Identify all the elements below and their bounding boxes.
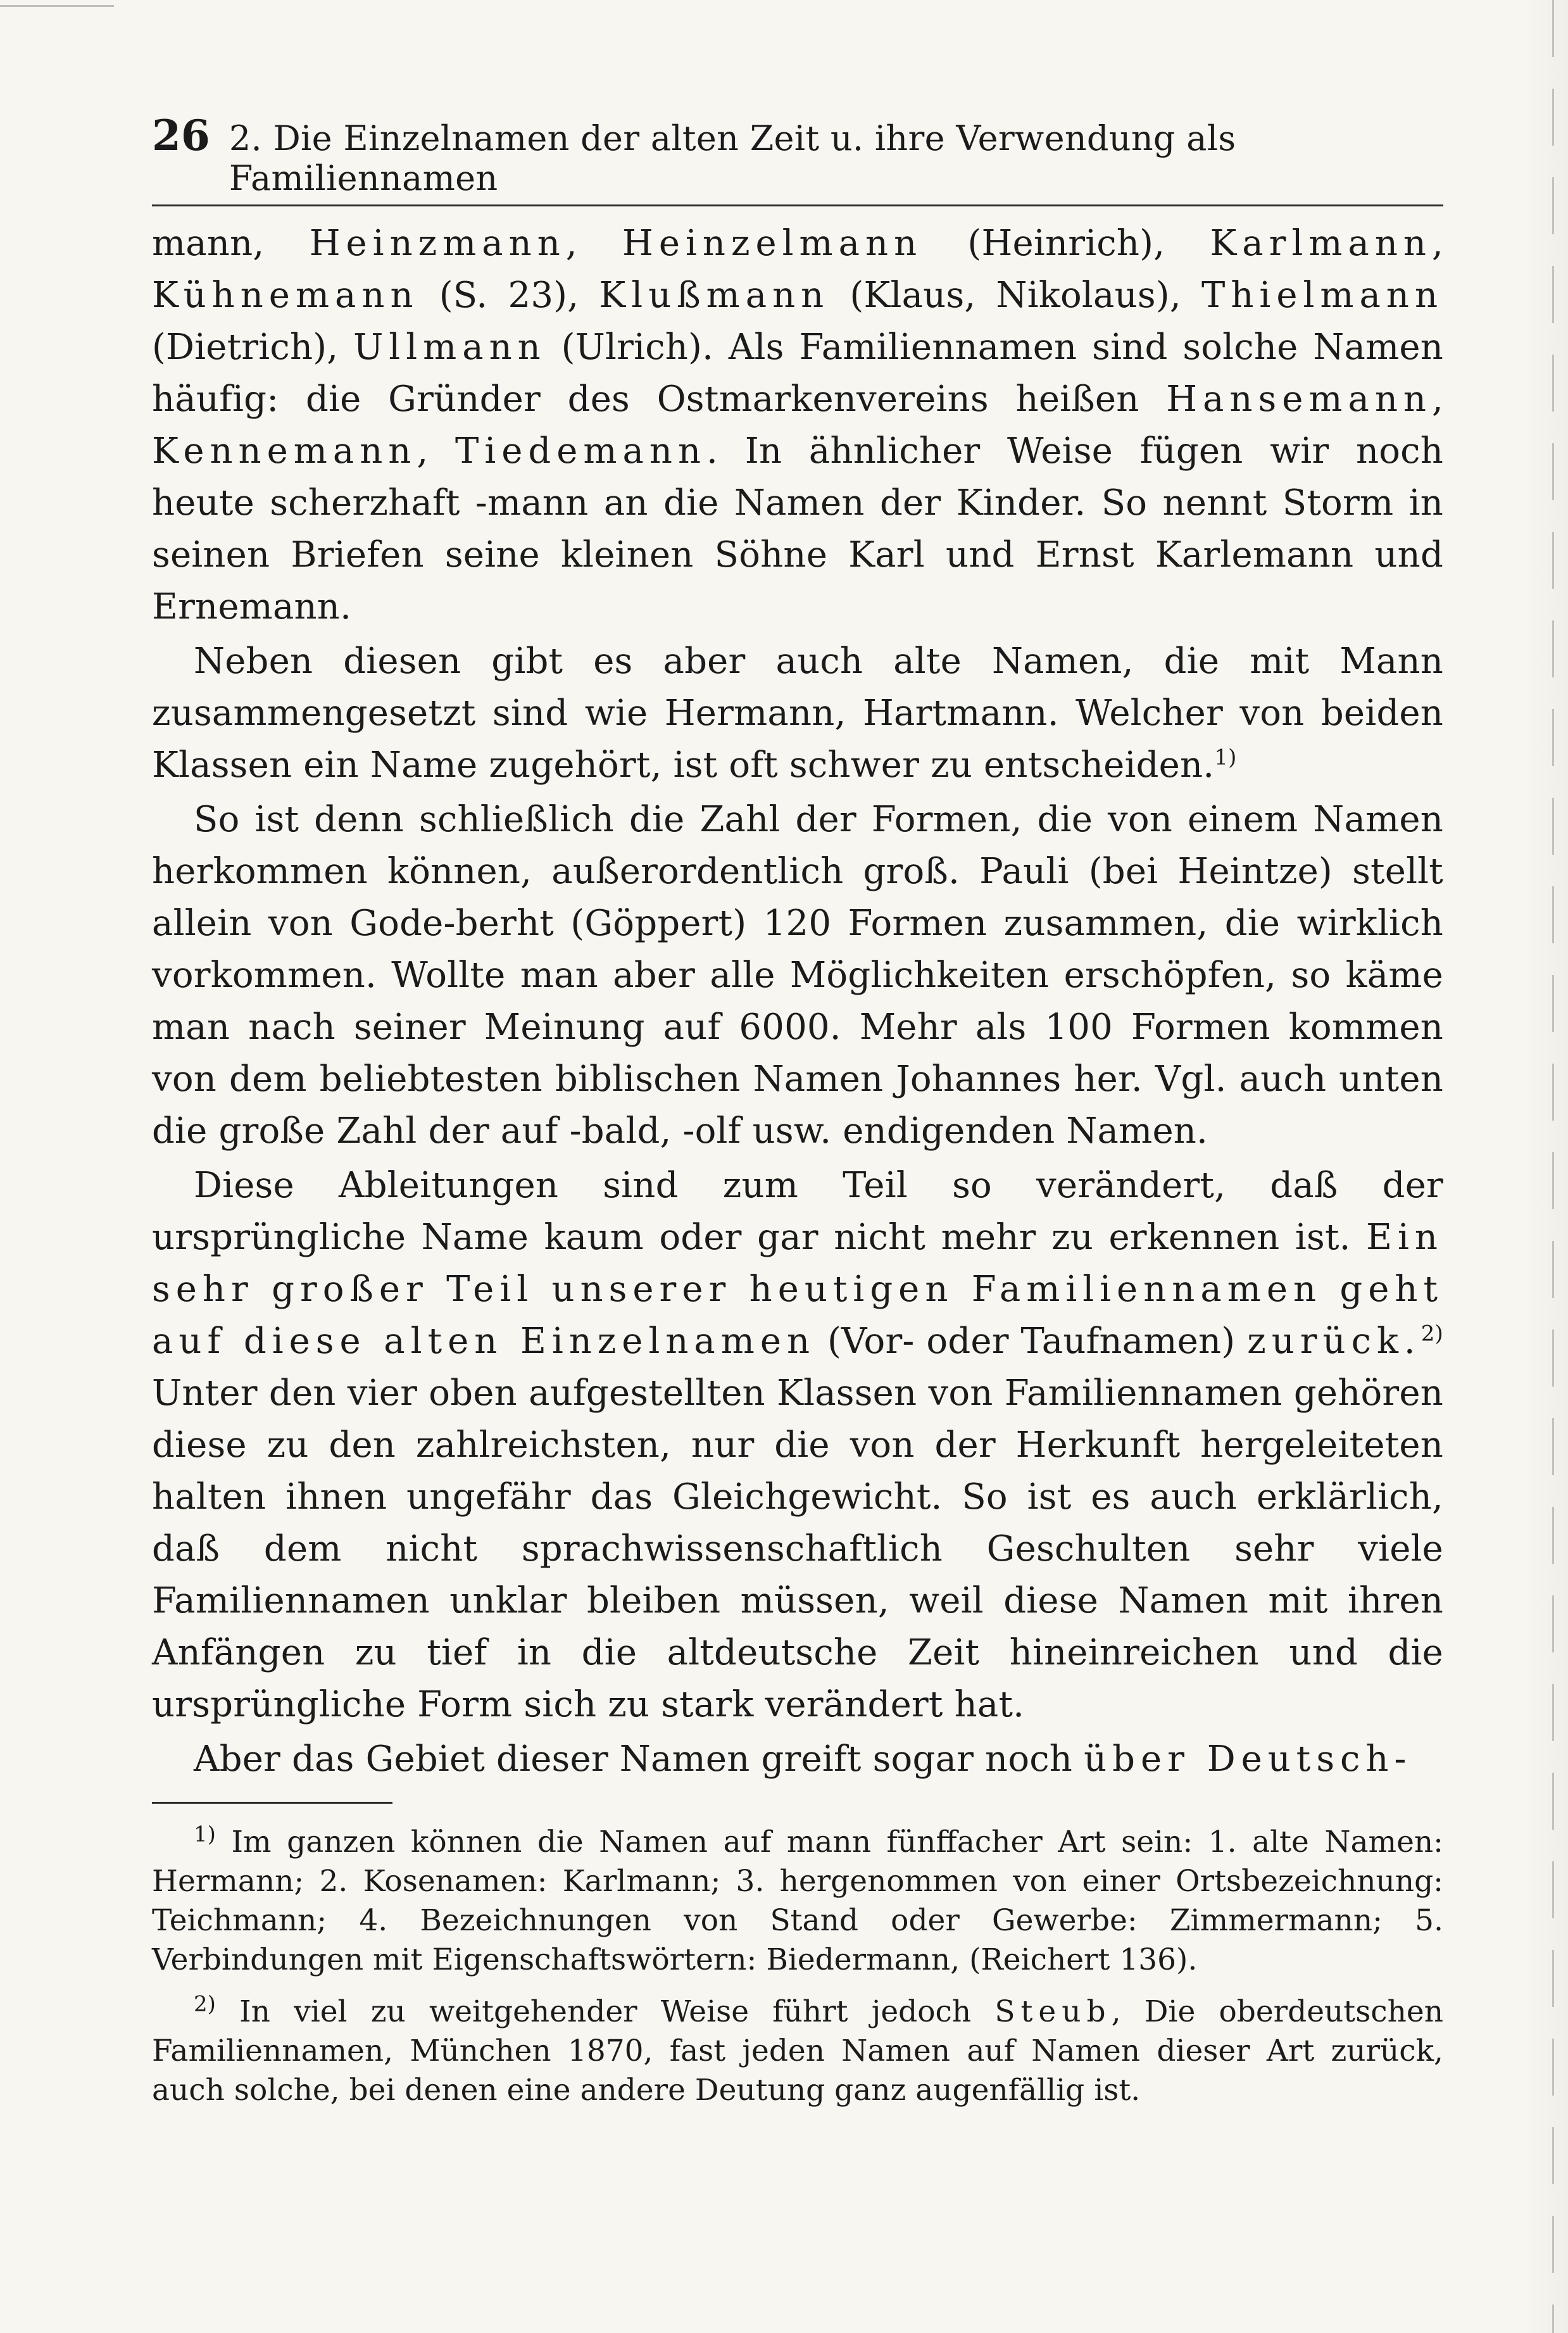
footnote-text: , Die oberdeutschen Familiennamen, München 1870, fast jeden Namen auf Namen dieser Art zurück, auch solche, bei denen eine andere Deutung ganz augenfällig ist. xyxy=(152,1994,1443,2108)
text-run: Aber das Gebiet dieser Namen greift sogar noch xyxy=(194,1739,1084,1780)
spaced-name: Tiedemann xyxy=(455,431,707,472)
footnote-divider xyxy=(152,1802,392,1804)
text-run: (Dietrich), xyxy=(152,327,354,368)
spaced-name: Hansemann xyxy=(1166,379,1432,420)
text-run: , xyxy=(565,223,623,264)
page-header xyxy=(152,111,1443,206)
scan-edge-line xyxy=(1552,0,1554,2333)
body-text xyxy=(152,218,1443,1785)
footnote-1 xyxy=(152,1823,1443,1980)
running-head: 2. Die Einzelnamen der alten Zeit u. ihre Verwendung als Familiennamen xyxy=(229,118,1236,198)
footnote-number: 1) xyxy=(194,1821,216,1847)
text-run: (Heinrich), xyxy=(922,223,1210,264)
scan-top-rule xyxy=(0,5,114,7)
paragraph-1 xyxy=(152,218,1443,633)
spaced-name: Steub xyxy=(994,1994,1112,2029)
text-run: Neben diesen gibt es aber auch alte Namen, die mit Mann zusammengesetzt sind wie Hermann, Hartmann. Welcher von beiden Klassen ein Name zugehört, ist oft schwer zu entscheiden. xyxy=(152,641,1443,786)
footnote-text: Im ganzen können die Namen auf mann fünffacher Art sein: 1. alte Namen: Hermann; 2. Kosenamen: Karlmann; 3. hergenommen von einer Ortsbezeichnung: Teichmann; 4. Bezeichnungen von Stand oder Gewerbe: Zimmermann; 5. Verbindungen mit Eigenschaftswörtern: Biedermann, (Reichert 136). xyxy=(152,1825,1443,1977)
spaced-name: Heinzmann xyxy=(309,223,566,264)
page-number: 26 xyxy=(152,111,210,160)
spaced-emphasis: zurück. xyxy=(1247,1321,1421,1362)
text-run: Diese Ableitungen sind zum Teil so verändert, daß der ursprüngliche Name kaum oder gar nicht mehr zu erkennen ist. xyxy=(152,1165,1443,1258)
spaced-name: Karlmann xyxy=(1210,223,1432,264)
footnote-2 xyxy=(152,1992,1443,2110)
spaced-emphasis: Ein sehr großer Teil unserer heutigen Familiennamen geht auf diese alten Einzelnamen xyxy=(152,1217,1443,1362)
spaced-name: Heinzelmann xyxy=(622,223,923,264)
footnote-ref-2[interactable]: 2) xyxy=(1421,1321,1443,1347)
footnotes xyxy=(152,1823,1443,2110)
spaced-name: Ullmann xyxy=(353,327,546,368)
spaced-name: Kühnemann xyxy=(152,275,419,316)
spaced-name: Klußmann xyxy=(599,275,830,316)
book-page xyxy=(152,111,1443,2123)
paragraph-2 xyxy=(152,636,1443,791)
text-run: (Klaus, Nikolaus), xyxy=(829,275,1202,316)
spaced-emphasis: über Deutsch- xyxy=(1084,1739,1412,1780)
paragraph-5 xyxy=(152,1733,1443,1785)
text-run: , xyxy=(1431,379,1443,420)
text-run: , xyxy=(417,431,456,472)
text-run: , xyxy=(1431,223,1443,264)
scan-edge-shadow xyxy=(1524,0,1568,2333)
text-run: Unter den vier oben aufgestellten Klassen von Familiennamen gehören diese zu den zahlreichsten, nur die von der Herkunft hergeleiteten halten ihnen ungefähr das Gleichgewicht. So ist es auch erklärlich, daß dem nicht sprachwissenschaftlich Geschulten sehr viele Familiennamen unklar bleiben müssen, weil diese Namen mit ihren Anfängen zu tief in die altdeutsche Zeit hineinreichen und die ursprüngliche Form sich zu stark verändert hat. xyxy=(152,1373,1443,1725)
text-run: (S. 23), xyxy=(418,275,599,316)
footnote-number: 2) xyxy=(194,1991,216,2017)
paragraph-4 xyxy=(152,1160,1443,1731)
footnote-ref-1[interactable]: 1) xyxy=(1214,745,1237,770)
spaced-name: Kennemann xyxy=(152,431,417,472)
paragraph-3: So ist denn schließlich die Zahl der Formen, die von einem Namen herkommen können, außerordentlich groß. Pauli (bei Heintze) stellt allein von Gode-berht (Göppert) 120 Formen zusammen, die wirklich vorkommen. Wollte man aber alle Möglichkeiten erschöpfen, so käme man nach seiner Meinung auf 6000. Mehr als 100 Formen kommen von dem beliebtesten biblischen Namen Johannes her. Vgl. auch unten die große Zahl der auf -bald, -olf usw. endigenden Namen. xyxy=(152,799,1443,1152)
text-run: mann, xyxy=(152,223,310,264)
text-run: (Vor- oder Taufnamen) xyxy=(815,1321,1248,1362)
spaced-name: Thielmann xyxy=(1201,275,1444,316)
text-run: (Ulrich). Als Familiennamen sind solche Namen häufig: die Gründer des Ostmarkenvereins heißen xyxy=(152,327,1443,420)
text-run: . In ähnlicher Weise fügen wir noch heute scherzhaft -mann an die Namen der Kinder. So nennt Storm in seinen Briefen seine kleinen Söhne Karl und Ernst Karlemann und Ernemann. xyxy=(152,431,1443,627)
footnote-text: In viel zu weitgehender Weise führt jedoch xyxy=(239,1994,995,2029)
